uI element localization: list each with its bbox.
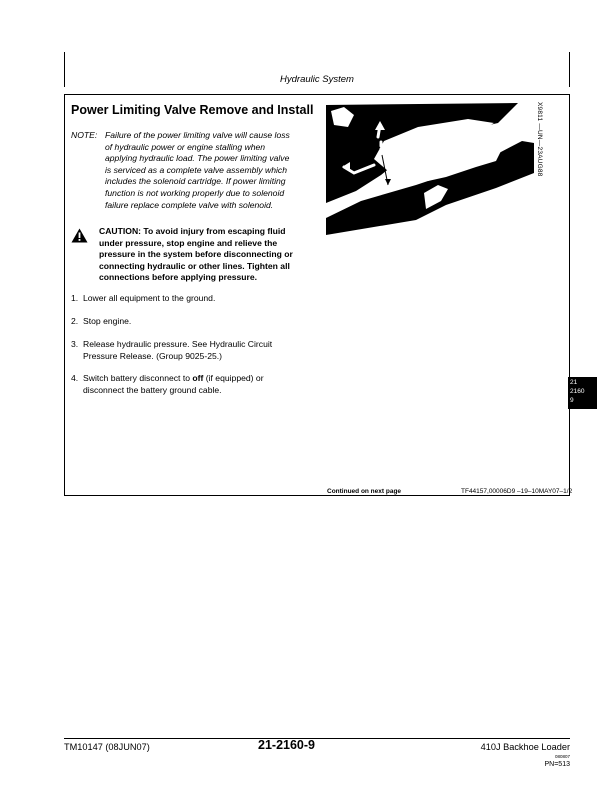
- section-header: Hydraulic System: [280, 74, 354, 85]
- step-number: 1.: [71, 293, 79, 303]
- note-label: NOTE:: [71, 130, 98, 140]
- machine-model: 410J Backhoe Loader: [480, 742, 570, 752]
- continued-note: Continued on next page: [327, 488, 402, 495]
- step-text: Pressure Release. (Group 9025-25.): [83, 350, 223, 361]
- caution-line: connections before applying pressure.: [99, 272, 258, 283]
- tab-line: 2160: [570, 388, 585, 395]
- step-text: disconnect the battery ground cable.: [83, 384, 222, 395]
- note-line: applying hydraulic load. The power limiting valve: [105, 153, 290, 164]
- caution-line: under pressure, stop engine and relieve the: [99, 237, 278, 248]
- box-right-border: [569, 94, 570, 495]
- step-text: Switch battery disconnect to: [83, 373, 193, 383]
- caution-line: CAUTION: To avoid injury from escaping fluid: [99, 226, 286, 236]
- note-line: function is not working properly due to solenoid: [105, 187, 285, 198]
- footer-rule: [64, 738, 570, 739]
- step-emphasis: off: [192, 373, 204, 383]
- note-text: [105, 130, 321, 211]
- tab-line: 21: [570, 379, 578, 386]
- note-line: includes the solenoid cartridge. If power limiting: [105, 176, 286, 187]
- step-number: 4.: [71, 373, 79, 383]
- caution-text: [99, 226, 324, 284]
- page-title: Power Limiting Valve Remove and Install: [71, 103, 314, 117]
- step-text: Lower all equipment to the ground.: [83, 293, 216, 303]
- manual-number: TM10147 (08JUN07): [64, 742, 150, 752]
- page-number: 21-2160-9: [258, 738, 315, 752]
- box-bottom-border: [64, 495, 570, 496]
- note-line: failure replace complete valve with solenoid.: [105, 199, 274, 210]
- note-line: is serviced as a complete valve assembly which: [105, 164, 287, 175]
- pn-number: PN=513: [544, 761, 570, 768]
- section-tab: [568, 377, 597, 409]
- print-date: 080807: [554, 754, 570, 759]
- note-line: of hydraulic power or engine stalling when: [105, 141, 266, 152]
- step-text: Stop engine.: [83, 316, 132, 326]
- figure-code: X9811 —UN—23AUG88: [536, 102, 543, 177]
- step-text: Release hydraulic pressure. See Hydraulic Circuit: [83, 339, 273, 349]
- step-number: 3.: [71, 339, 79, 349]
- box-top-border: [64, 94, 570, 95]
- caution-line: pressure in the system before disconnecting or: [99, 249, 293, 260]
- caution-line: connecting hydraulic or other lines. Tighten all: [99, 260, 290, 271]
- reference-code: TF44157,00006D9 –19–10MAY07–1/2: [461, 488, 573, 495]
- step-text: (if equipped) or: [203, 373, 264, 383]
- hydraulic-valve-illustration: [326, 103, 534, 235]
- step-number: 2.: [71, 316, 79, 326]
- tab-line: 9: [570, 397, 574, 404]
- box-left-border: [64, 94, 65, 495]
- warning-triangle-icon: [71, 228, 88, 243]
- note-line: Failure of the power limiting valve will cause loss: [105, 130, 290, 140]
